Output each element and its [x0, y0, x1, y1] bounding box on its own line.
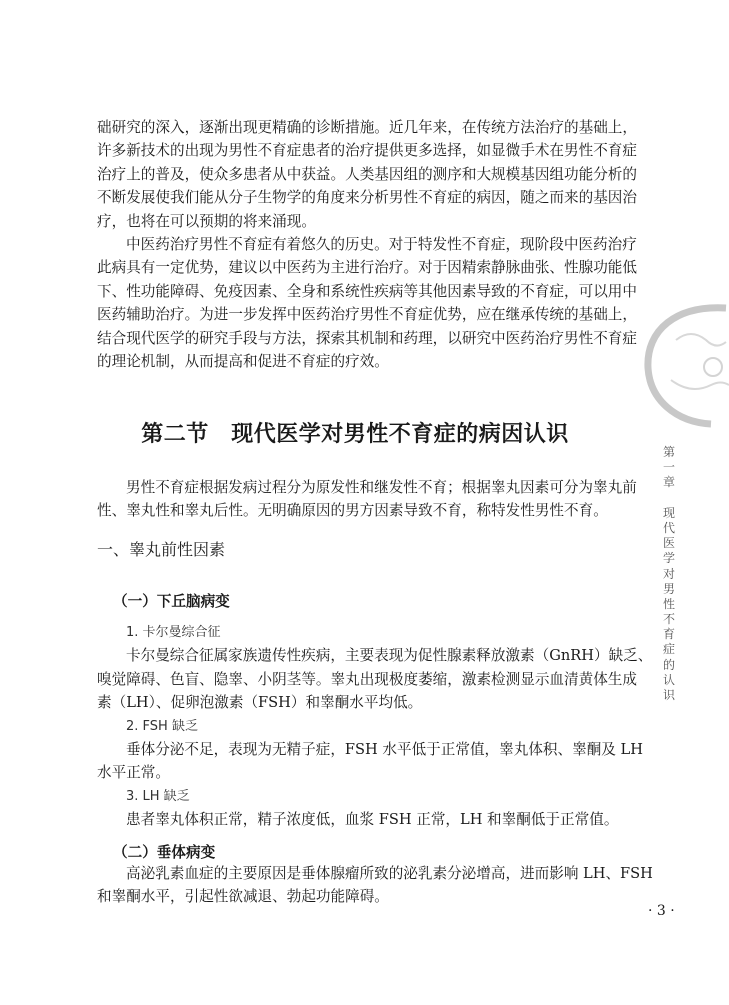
- text-line: 下、性功能障碍、免疫因素、全身和系统性疾病等其他因素导致的不育症，可以用中: [97, 282, 637, 300]
- side-char: 男: [662, 581, 675, 596]
- text-line: 结合现代医学的研究手段与方法，探索其机制和药理，以研究中医药治疗男性不育症: [97, 329, 637, 347]
- paragraph-tcm: [97, 233, 637, 373]
- paragraph-classification: [97, 476, 637, 523]
- page-number: · 3 ·: [648, 903, 675, 919]
- item-title: 3. LH 缺乏: [126, 788, 190, 804]
- side-char: 章: [662, 475, 675, 490]
- text-line: 中医药治疗男性不育症有着悠久的历史。对于特发性不育症，现阶段中医药治疗: [126, 236, 637, 253]
- side-char: 识: [662, 688, 675, 702]
- text-line: 男性不育症根据发病过程分为原发性和继发性不育；根据睾丸因素可分为睾丸前: [126, 479, 637, 496]
- side-char: 一: [662, 460, 675, 475]
- text-line: 础研究的深入，逐渐出现更精确的诊断措施。近几年来，在传统方法治疗的基础上，: [97, 119, 637, 136]
- side-char: 认: [662, 672, 675, 687]
- text-line: 嗅觉障碍、色盲、隐睾、小阴茎等。睾丸出现极度萎缩，激素检测显示血清黄体生成: [97, 670, 637, 688]
- text-line: 素（LH）、促卵泡激素（FSH）和睾酮水平均低。: [97, 694, 423, 712]
- text-line: 垂体分泌不足，表现为无精子症，FSH 水平低于正常值，睾丸体积、睾酮及 LH: [126, 740, 643, 758]
- side-char: [661, 491, 677, 506]
- text-line: 卡尔曼综合征属家族遗传性疾病，主要表现为促性腺素释放激素（GnRH）缺乏、: [126, 647, 653, 665]
- text-line: 患者睾丸体积正常，精子浓度低，血浆 FSH 正常，LH 和睾酮低于正常值。: [126, 811, 619, 829]
- item-title: 2. FSH 缺乏: [126, 718, 198, 734]
- item-kallmann: [97, 621, 653, 832]
- text-line: 许多新技术的出现为男性不育症患者的治疗提供更多选择，如显微手术在男性不育症: [97, 142, 637, 160]
- heading-pituitary: （二）垂体病变: [113, 844, 216, 861]
- side-char: 医: [662, 536, 675, 551]
- text-line: 不断发展使我们能从分子生物学的角度来分析男性不育症的病因，随之而来的基因治: [97, 189, 637, 207]
- text-line: 性、睾丸性和睾丸后性。无明确原因的男方因素导致不育，称特发性男性不育。: [97, 502, 608, 520]
- side-char: 第: [662, 445, 675, 459]
- side-char: 现: [662, 505, 675, 520]
- side-char: 代: [662, 520, 675, 535]
- side-char: 育: [662, 627, 675, 642]
- text-line: 水平正常。: [97, 764, 170, 782]
- heading-hypothalamus: （一）下丘脑病变: [113, 593, 230, 610]
- heading-pretesticular: 一、睾丸前性因素: [97, 540, 226, 559]
- text-line: 治疗上的普及，使众多患者从中获益。人类基因组的测序和大规模基因组功能分析的: [97, 165, 637, 183]
- paragraph-prolactin: [97, 862, 653, 909]
- side-char: 性: [662, 596, 675, 611]
- text-line: 疗，也将在可以预期的将来涌现。: [97, 212, 316, 230]
- side-char: 学: [662, 551, 675, 566]
- text-line: 此病具有一定优势，建议以中医药为主进行治疗。对于因精索静脉曲张、性腺功能低: [97, 259, 637, 277]
- text-line: 高泌乳素血症的主要原因是垂体腺瘤所致的泌乳素分泌增高，进而影响 LH、FSH: [126, 865, 653, 882]
- section-title: 第二节 现代医学对男性不育症的病因认识: [141, 421, 569, 447]
- side-char: 不: [662, 612, 675, 627]
- side-char: 对: [662, 566, 675, 581]
- item-title: 1. 卡尔曼综合征: [126, 625, 221, 640]
- side-char: 症: [662, 642, 675, 657]
- chapter-seal-watermark: [636, 300, 729, 434]
- paragraph-intro: [97, 116, 637, 233]
- chapter-side-label: [661, 445, 677, 703]
- text-line: 医药辅助治疗。为进一步发挥中医药治疗男性不育症优势，应在继承传统的基础上，: [97, 306, 637, 324]
- text-line: 的理论机制，从而提高和促进不育症的疗效。: [97, 352, 389, 370]
- text-line: 和睾酮水平，引起性欲减退、勃起功能障碍。: [97, 888, 389, 906]
- side-char: 的: [662, 657, 675, 672]
